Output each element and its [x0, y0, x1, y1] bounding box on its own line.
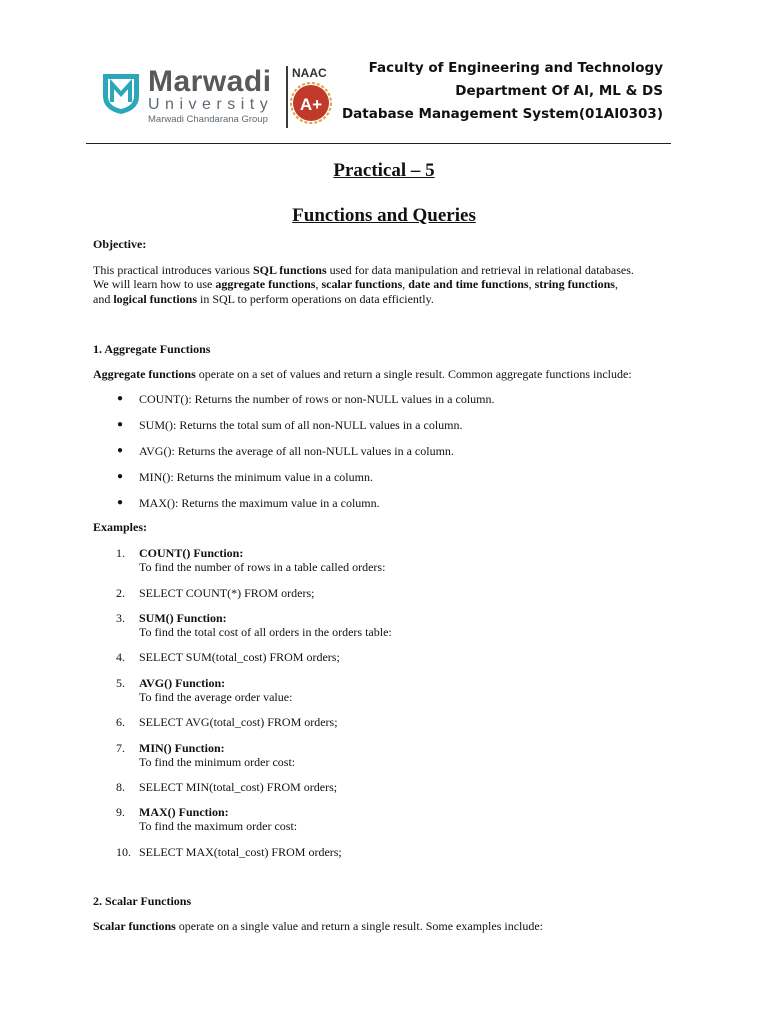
example-number: 9.	[116, 805, 125, 819]
example-title: SUM() Function:	[139, 611, 227, 625]
objective-heading: Objective:	[93, 237, 147, 251]
logo-group: Marwadi Chandarana Group	[148, 114, 268, 125]
example-title: AVG() Function:	[139, 676, 226, 690]
intro-line-2: We will learn how to use aggregate functions, scalar functions, date and time functions, string functions,	[93, 277, 618, 291]
header-rule	[86, 143, 671, 144]
example-number: 6.	[116, 715, 125, 729]
example-code: SELECT SUM(total_cost) FROM orders;	[139, 650, 340, 664]
example-desc: To find the number of rows in a table called orders:	[139, 560, 386, 574]
naac-badge-icon	[288, 82, 334, 124]
example-number: 8.	[116, 780, 125, 794]
logo-name: Marwadi	[148, 65, 272, 98]
page-title: Practical – 5	[333, 160, 435, 181]
example-title: COUNT() Function:	[139, 546, 244, 560]
section2-lead: Scalar functions operate on a single value and return a single result. Some examples include:	[93, 919, 544, 933]
example-desc: To find the minimum order cost:	[139, 755, 296, 769]
example-desc: To find the average order value:	[139, 690, 293, 704]
course-line: Database Management System(01AI0303)	[341, 106, 663, 122]
bullet-icon: ●	[117, 393, 124, 404]
example-code: SELECT COUNT(*) FROM orders;	[139, 586, 315, 600]
examples-heading: Examples:	[93, 520, 147, 534]
example-number: 7.	[116, 741, 125, 755]
bullet-icon: ●	[117, 419, 124, 430]
example-number: 10.	[116, 845, 131, 859]
section1-heading: 1. Aggregate Functions	[93, 342, 211, 356]
example-number: 4.	[116, 650, 125, 664]
section2-heading: 2. Scalar Functions	[93, 894, 192, 908]
bullet-icon: ●	[117, 471, 124, 482]
intro-line-1: This practical introduces various SQL functions used for data manipulation and retrieval in relational databases.	[93, 263, 634, 277]
section1-lead: Aggregate functions operate on a set of values and return a single result. Common aggregate functions include:	[93, 367, 632, 381]
logo-sub: University	[148, 96, 274, 113]
list-item: SUM(): Returns the total sum of all non-NULL values in a column.	[139, 418, 463, 432]
example-number: 3.	[116, 611, 125, 625]
department-line: Department Of AI, ML & DS	[455, 83, 663, 99]
example-title: MIN() Function:	[139, 741, 225, 755]
naac-grade: A+	[299, 95, 323, 114]
example-title: MAX() Function:	[139, 805, 229, 819]
example-number: 2.	[116, 586, 125, 600]
example-code: SELECT MIN(total_cost) FROM orders;	[139, 780, 338, 794]
intro-line-3: and logical functions in SQL to perform operations on data efficiently.	[93, 292, 434, 306]
example-desc: To find the total cost of all orders in the orders table:	[139, 625, 392, 639]
example-code: SELECT MAX(total_cost) FROM orders;	[139, 845, 342, 859]
page-subtitle: Functions and Queries	[292, 205, 476, 226]
naac-label: NAAC	[292, 66, 327, 80]
logo-text	[148, 65, 274, 126]
example-number: 1.	[116, 546, 125, 560]
shield-icon	[99, 70, 143, 116]
example-number: 5.	[116, 676, 125, 690]
faculty-line: Faculty of Engineering and Technology	[368, 60, 663, 76]
list-item: MAX(): Returns the maximum value in a column.	[139, 496, 380, 510]
example-desc: To find the maximum order cost:	[139, 819, 298, 833]
list-item: MIN(): Returns the minimum value in a column.	[139, 470, 373, 484]
list-item: COUNT(): Returns the number of rows or non-NULL values in a column.	[139, 392, 495, 406]
bullet-icon: ●	[117, 497, 124, 508]
example-code: SELECT AVG(total_cost) FROM orders;	[139, 715, 338, 729]
bullet-icon: ●	[117, 445, 124, 456]
list-item: AVG(): Returns the average of all non-NULL values in a column.	[139, 444, 454, 458]
